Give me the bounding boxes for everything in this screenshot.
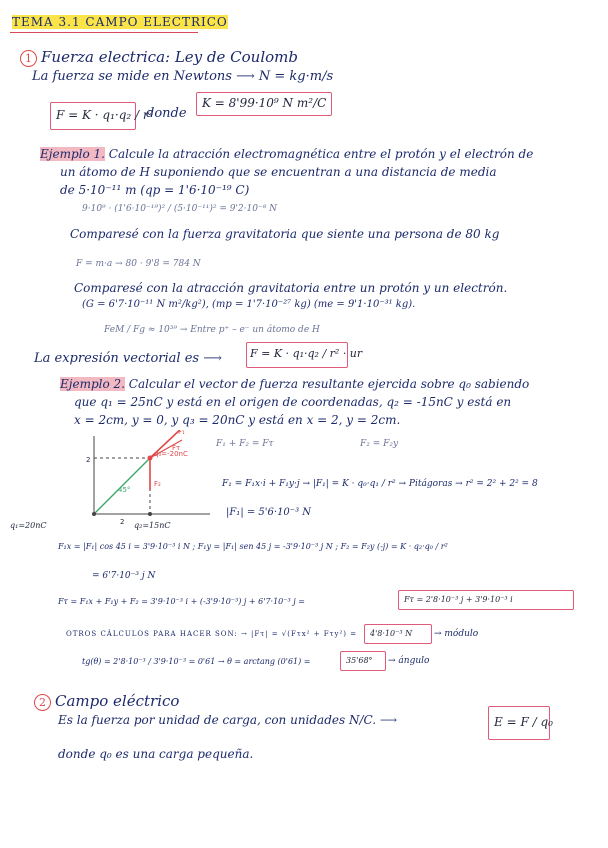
page-title bbox=[12, 16, 228, 29]
q1-label: q₁=20nC bbox=[10, 521, 47, 530]
example-1-ratio: FeM / Fg ≈ 10³⁹ → Entre p⁺ – e⁻ un átomo de H bbox=[104, 325, 320, 335]
text-line: OTROS CÁLCULOS PARA HACER SON: → |Fτ| = √(Fτx² + Fτy²) = bbox=[66, 630, 358, 638]
modulus-suffix: → módulo bbox=[434, 629, 479, 639]
example-2-label: Ejemplo 2. bbox=[60, 377, 125, 391]
text-line: La fuerza se mide en Newtons bbox=[32, 69, 232, 84]
example-1-line-3: de 5·10⁻¹¹ m (qp = 1'6·10⁻¹⁹ C) bbox=[60, 183, 250, 197]
text-line: Fτ = F₁x + F₁y + F₂ = 3'9·10⁻³ i + (-3'9·10⁻³) j + 6'7·10⁻³ j = bbox=[58, 597, 305, 606]
section-2-heading bbox=[34, 694, 179, 711]
text-line: La expresión vectorial es bbox=[34, 351, 200, 366]
ft-label: Fτ bbox=[172, 444, 181, 452]
coulomb-formula: F = K · q₁·q₂ / r² bbox=[56, 108, 154, 122]
f1-label: F₁ bbox=[178, 430, 185, 436]
section-title: Campo eléctrico bbox=[55, 692, 180, 710]
title-underline bbox=[10, 32, 198, 33]
example-1-calc-2: F = m·a → 80 · 9'8 = 784 N bbox=[76, 259, 201, 269]
example-2-line-2: que q₁ = 25nC y está en el origen de coordenadas, q₂ = -15nC y está en bbox=[74, 395, 512, 409]
title-text: TEMA 3.1 CAMPO ELECTRICO bbox=[12, 15, 228, 29]
section-1-heading bbox=[20, 50, 298, 67]
section-number-badge: 2 bbox=[34, 694, 51, 711]
section-2-line-2: donde q₀ es una carga pequeña. bbox=[58, 747, 254, 761]
example-1-label: Ejemplo 1. bbox=[40, 147, 105, 161]
section-2-line-1 bbox=[58, 714, 397, 727]
result-line-8: tg(θ) = 2'8·10⁻³ / 3'9·10⁻³ = 0'61 → θ = arctang (0'61) = bbox=[82, 657, 311, 666]
result-line-4: F₁x = |F₁| cos 45 i = 3'9·10⁻³ i N ; F₁y = |F₁| sen 45 j = -3'9·10⁻³ j N ; F₂ = F₂y (-j) = K · q₂·q₀ / r² bbox=[58, 542, 448, 551]
angle-label: 45° bbox=[118, 486, 131, 494]
f2-label: F₂ bbox=[154, 480, 161, 488]
text-line: Calcular el vector de fuerza resultante ejercida sobre q₀ sabiendo bbox=[128, 377, 530, 391]
unit-expression: N = kg·m/s bbox=[258, 69, 334, 84]
example-1-compare-1: Comparesé con la fuerza gravitatoria que siente una persona de 80 kg bbox=[70, 227, 500, 241]
result-line-2 bbox=[222, 480, 538, 489]
text-line: Es la fuerza por unidad de carga, con unidades N/C. bbox=[58, 713, 377, 727]
result-line-1: F₁ + F₂ = Fτ bbox=[216, 439, 274, 449]
vector-formula: F = K · q₁·q₂ / r² · ur bbox=[250, 347, 363, 360]
angle-suffix: → ángulo bbox=[388, 656, 430, 666]
total-force-result: Fτ = 2'8·10⁻³ j + 3'9·10⁻³ i bbox=[404, 595, 513, 604]
charge-q2-dot bbox=[148, 512, 152, 516]
result-line-3: |F₁| = 5'6·10⁻³ N bbox=[226, 507, 312, 518]
result-line-7 bbox=[66, 631, 357, 638]
vector-expression-line bbox=[34, 352, 222, 366]
q2-label: q₂=15nC bbox=[134, 521, 171, 530]
text-line: F₁ = F₁x·i + F₁y·j → |F₁| = K · q₀·q₁ / r² bbox=[222, 479, 396, 489]
example-1-line-1 bbox=[40, 148, 533, 161]
arrow-icon: ⟶ bbox=[236, 69, 255, 84]
example-1-calc-1: 9·10⁹ · (1'6·10⁻¹⁹)² / (5·10⁻¹¹)² = 9'2·10⁻⁸ N bbox=[82, 204, 278, 214]
example-1-constants: (G = 6'7·10⁻¹¹ N m²/kg²), (mp = 1'7·10⁻²⁷ kg) (me = 9'1·10⁻³¹ kg). bbox=[82, 299, 416, 310]
section-number-badge: 1 bbox=[20, 50, 37, 67]
y-tick-label: 2 bbox=[86, 456, 91, 464]
modulus-result: 4'8·10⁻³ N bbox=[370, 629, 413, 638]
example-2-line-1 bbox=[60, 378, 529, 391]
pitagoras-note: → Pitágoras → r² = 2² + 2² = 8 bbox=[398, 479, 538, 489]
arrow-icon: ⟶ bbox=[203, 351, 222, 366]
result-line-1b: F₂ = F₂y bbox=[360, 439, 399, 449]
force-unit-line bbox=[32, 70, 333, 84]
charge-q0-dot bbox=[148, 456, 153, 461]
example-1-compare-2: Comparesé con la atracción gravitatoria entre un protón y un electrón. bbox=[74, 281, 508, 295]
example-1-line-2: un átomo de H suponiendo que se encuentran a una distancia de media bbox=[60, 165, 497, 179]
donde-label: donde bbox=[146, 106, 187, 121]
example-2-line-3: x = 2cm, y = 0, y q₃ = 20nC y está en x = 2, y = 2cm. bbox=[74, 413, 401, 427]
coulomb-constant: K = 8'99·10⁹ N m²/C bbox=[202, 96, 327, 110]
arrow-icon: ⟶ bbox=[379, 713, 398, 727]
q0-label: q₀=-20nC bbox=[154, 450, 188, 458]
text-line: Calcule la atracción electromagnética entre el protón y el electrón de bbox=[108, 147, 534, 161]
result-line-5: = 6'7·10⁻³ j N bbox=[92, 571, 156, 581]
charge-q1-dot bbox=[92, 512, 96, 516]
angle-result: 35'68° bbox=[346, 656, 373, 665]
result-line-6 bbox=[58, 598, 305, 606]
section-title: Fuerza electrica: Ley de Coulomb bbox=[41, 48, 298, 66]
field-formula: E = F / q₀ bbox=[494, 715, 553, 729]
x-tick-label: 2 bbox=[120, 518, 125, 526]
